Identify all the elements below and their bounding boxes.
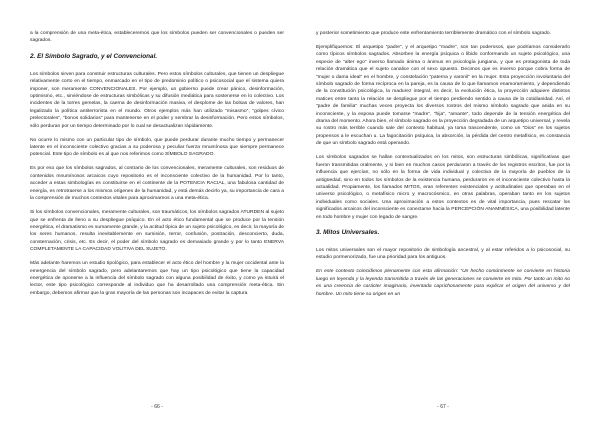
paragraph: En este contexto coincidimos plenamente con esta afirmación: “Un hecho comúnmente se convierte en historia luego en leyenda y la leyenda transmitida a través de las generaciones se convierte en mito. Por tanto un mito no es una creencia de carácter imaginario, inventada caprichosamente para explicar el origen del universo y del hombre. Un mito tiene su origen en un bbox=[316, 269, 570, 297]
paragraph: Es por eso que los símbolos sagrados, al contrario de los convencionales, meramente culturales, son residuos de contenidos mnumínosos arcaicos cuyo repositorio es el inconsciente colectivo de la humanidad. Por lo tanto, acceder a estas simbologías es constituirse en el continente de la POTENCIA RACIAL, una fabulosa cantidad de energía, es retrotraerse a los mismos orígenes de la humanidad, y está demás decirlo ya, su importancia de cara a la comprensión de muchos contextos vitales para aproximarnos a una meta-ética. bbox=[30, 166, 284, 202]
page-number: - 67 - bbox=[437, 404, 449, 410]
paragraph: Si los símbolos convencionales, meramente culturales, son traumáticos, los símbolos sagrados ATURDEN al sujeto que se enfrenta de lleno a su despliegue psíquico. En el acto ético fundamental que se produce por la tensión energética, el dramatismo es sumamente grande, y la actitud típica de un sujeto psicológico, es decir, la mayoría de los seres humanos, resulta inevitablemente en sumisión, terror, confusión, postración, desconcierto, duda, consternación, crisis, etc. Es decir, el poder del símbolo sagrado es demasiado grande y por lo tanto ENERVA COMPLETAMENTE LA CAPACIDAD VOLITIVA DEL SUJETO. bbox=[30, 210, 284, 253]
paragraph: y posterior sometimiento que produce este enfrentamiento terriblemente dramático con el símbolo sagrado. bbox=[316, 31, 551, 36]
paragraph: a la comprensión de una meta-ética, estableceremos que los símbolos pueden ser convencionales o pueden ser sagrados. bbox=[30, 31, 284, 44]
left-column bbox=[30, 30, 284, 398]
paragraph: Más adelante haremos un estudio tipológico, para establecer el acto ético del hombre y la mujer occidental ante la emergencia del símbolo sagrado, pero adelantaremos que hay un tipo psicológico que tiene la capacidad energética de oponerse a la influencia del símbolo sagrado con alguna posibilidad de éxito, y como ya intuirá el lector, este tipo psicológico corresponde al individuo que ha desarrollado una comprensión meta-ética. Sin embargo, debemos afirmar que la gran mayoría de las personas son incapaces de evitar la captura bbox=[30, 261, 284, 296]
right-column bbox=[316, 30, 570, 398]
right-page bbox=[316, 0, 570, 424]
left-page bbox=[30, 0, 284, 424]
paragraph: Los símbolos sagrados se hallan contextualizados en los mitos, son estructuras simbólicas, significativas que fueron transmitidas oralmente, y si bien en muchos casos perduraron a través de los registros escritos, fue por la influencia que ejercían, no sólo en la forma de vida individual y colectiva de la mayoría de pueblos de la antigüedad, sino en todos los símbolos de la existencia humana, perduraron en el inconsciente colectivo hasta la actualidad. Propiamente, los llamados MITOS, eran referentes existenciales y actitudinales que operaban en el universo psicológico, o metafísico micro y macrocósmico, en otras palabras, operaban tanto en los sujetos individuales como sociales. Una aproximación a estos contextos es de vital importancia, pues rescatar los significados arcaicos del inconsciente es conectarse hacia la PERCEPCIÓN ANAMNÉSICA, una posibilidad latente en todo hombre y mujer con legado de sangre. bbox=[316, 155, 570, 220]
paragraph: Ejemplifiquemos: El arquetipo “padre”, y el arquetipo “madre”, son tan poderosos, que podríamos considerarlo como típicos símbolos sagrados. Absorben la energía psíquica o libido conformando un sujeto psicológico, una especie de “alter ego” inverso llamado ánima o ánimus en psicología jungiana, y que es protagonista de toda relación dramática que el sujeto canalice con el sexo opuesto. Decimos que es inverso porque cobra forma de “mujer o dama ideal” en el hombre, y constelación “paterna y varonil” en la mujer. Esta proyección involuntaria del símbolo sagrado de forma recíproca en la pareja, es la causa de lo que llamamos enamoramiento, y dependiendo de la constitución psicológica, la madurez integral, es decir, la evolución ética, la proyección adquiere distintos matices entre tanto la relación se despliegue por el tiempo perdiendo sentido a causa de la cotidianidad. Así, el “padre de familia” muchas veces proyecta los diversos rostros del mismo símbolo sagrado que anida en su inconsciente, y la esposa puede tomarse “madre”, “hija”, “amante”, todo depende de la tensión energética del drama del momento. Ahora bien, el símbolo sagrado es la proyección degradada de un arquetipo universal, y revela su rostro más terrible cuando sale del contexto habitual, ya toma trascendente, como un “Dios” en los sujetos propensos a le escuchan u. La fagocitación psíquica, la absorción, la pérdida del centro metafísico, es constancia de que un símbolo sagrado está operando. bbox=[316, 45, 570, 147]
page-number: - 66 - bbox=[151, 404, 163, 410]
section-title: 3. Mitos Universales. bbox=[316, 228, 380, 236]
section-title: 2. El Símbolo Sagrado, y el Convencional. bbox=[30, 52, 158, 60]
paragraph: Los mitos universales son el mayor repositorio de simbología ancestral, y al estar referidos a lo psicosocial, su estudio pormenorizado, fue una prioridad para los antiguos. bbox=[316, 247, 570, 261]
paragraph: Los símbolos sirven para construir estructuras culturales. Pero estos símbolos culturales, que tienen un despliegue relativamente corto en el tiempo, enmarcado en el tipo de predominio político o psicosocial que el sistema quiera imponer, son meramente CONVENCIONALES. Por ejemplo, un gobierno puede crear pánico, desinformación, optimismo, etc., sirviéndose de estructuras simbólicas y su difusión mediática para sostenerse en lo colectivo. Los incidentes de la torres gemelas, la caerna de desinformación masiva, el desplome de las bolsas de valores, han legalizado la política antiterrorista en el mundo. Otros ejemplos más han utilizado “misasmo”, “golpes cívico prelectorales”, “bonos solidarios” para mantenerse en el poder y sembrar la desinformación. Pero estos símbolos, sólo perduran por un tiempo determinado por lo cual se desactualizan rápidamente. bbox=[30, 71, 284, 129]
paragraph: No ocurre lo mismo con un particular tipo de símbolo, que puede perdurar durante mucho tiempo y permanecer latente en el inconsciente colectivo gracias a su poderosa y peculiar fuerza mnumínosa que siempre permanece potencial. Este tipo de símbolo es al que nos referimos como SÍMBOLO SAGRADO. bbox=[30, 137, 284, 158]
